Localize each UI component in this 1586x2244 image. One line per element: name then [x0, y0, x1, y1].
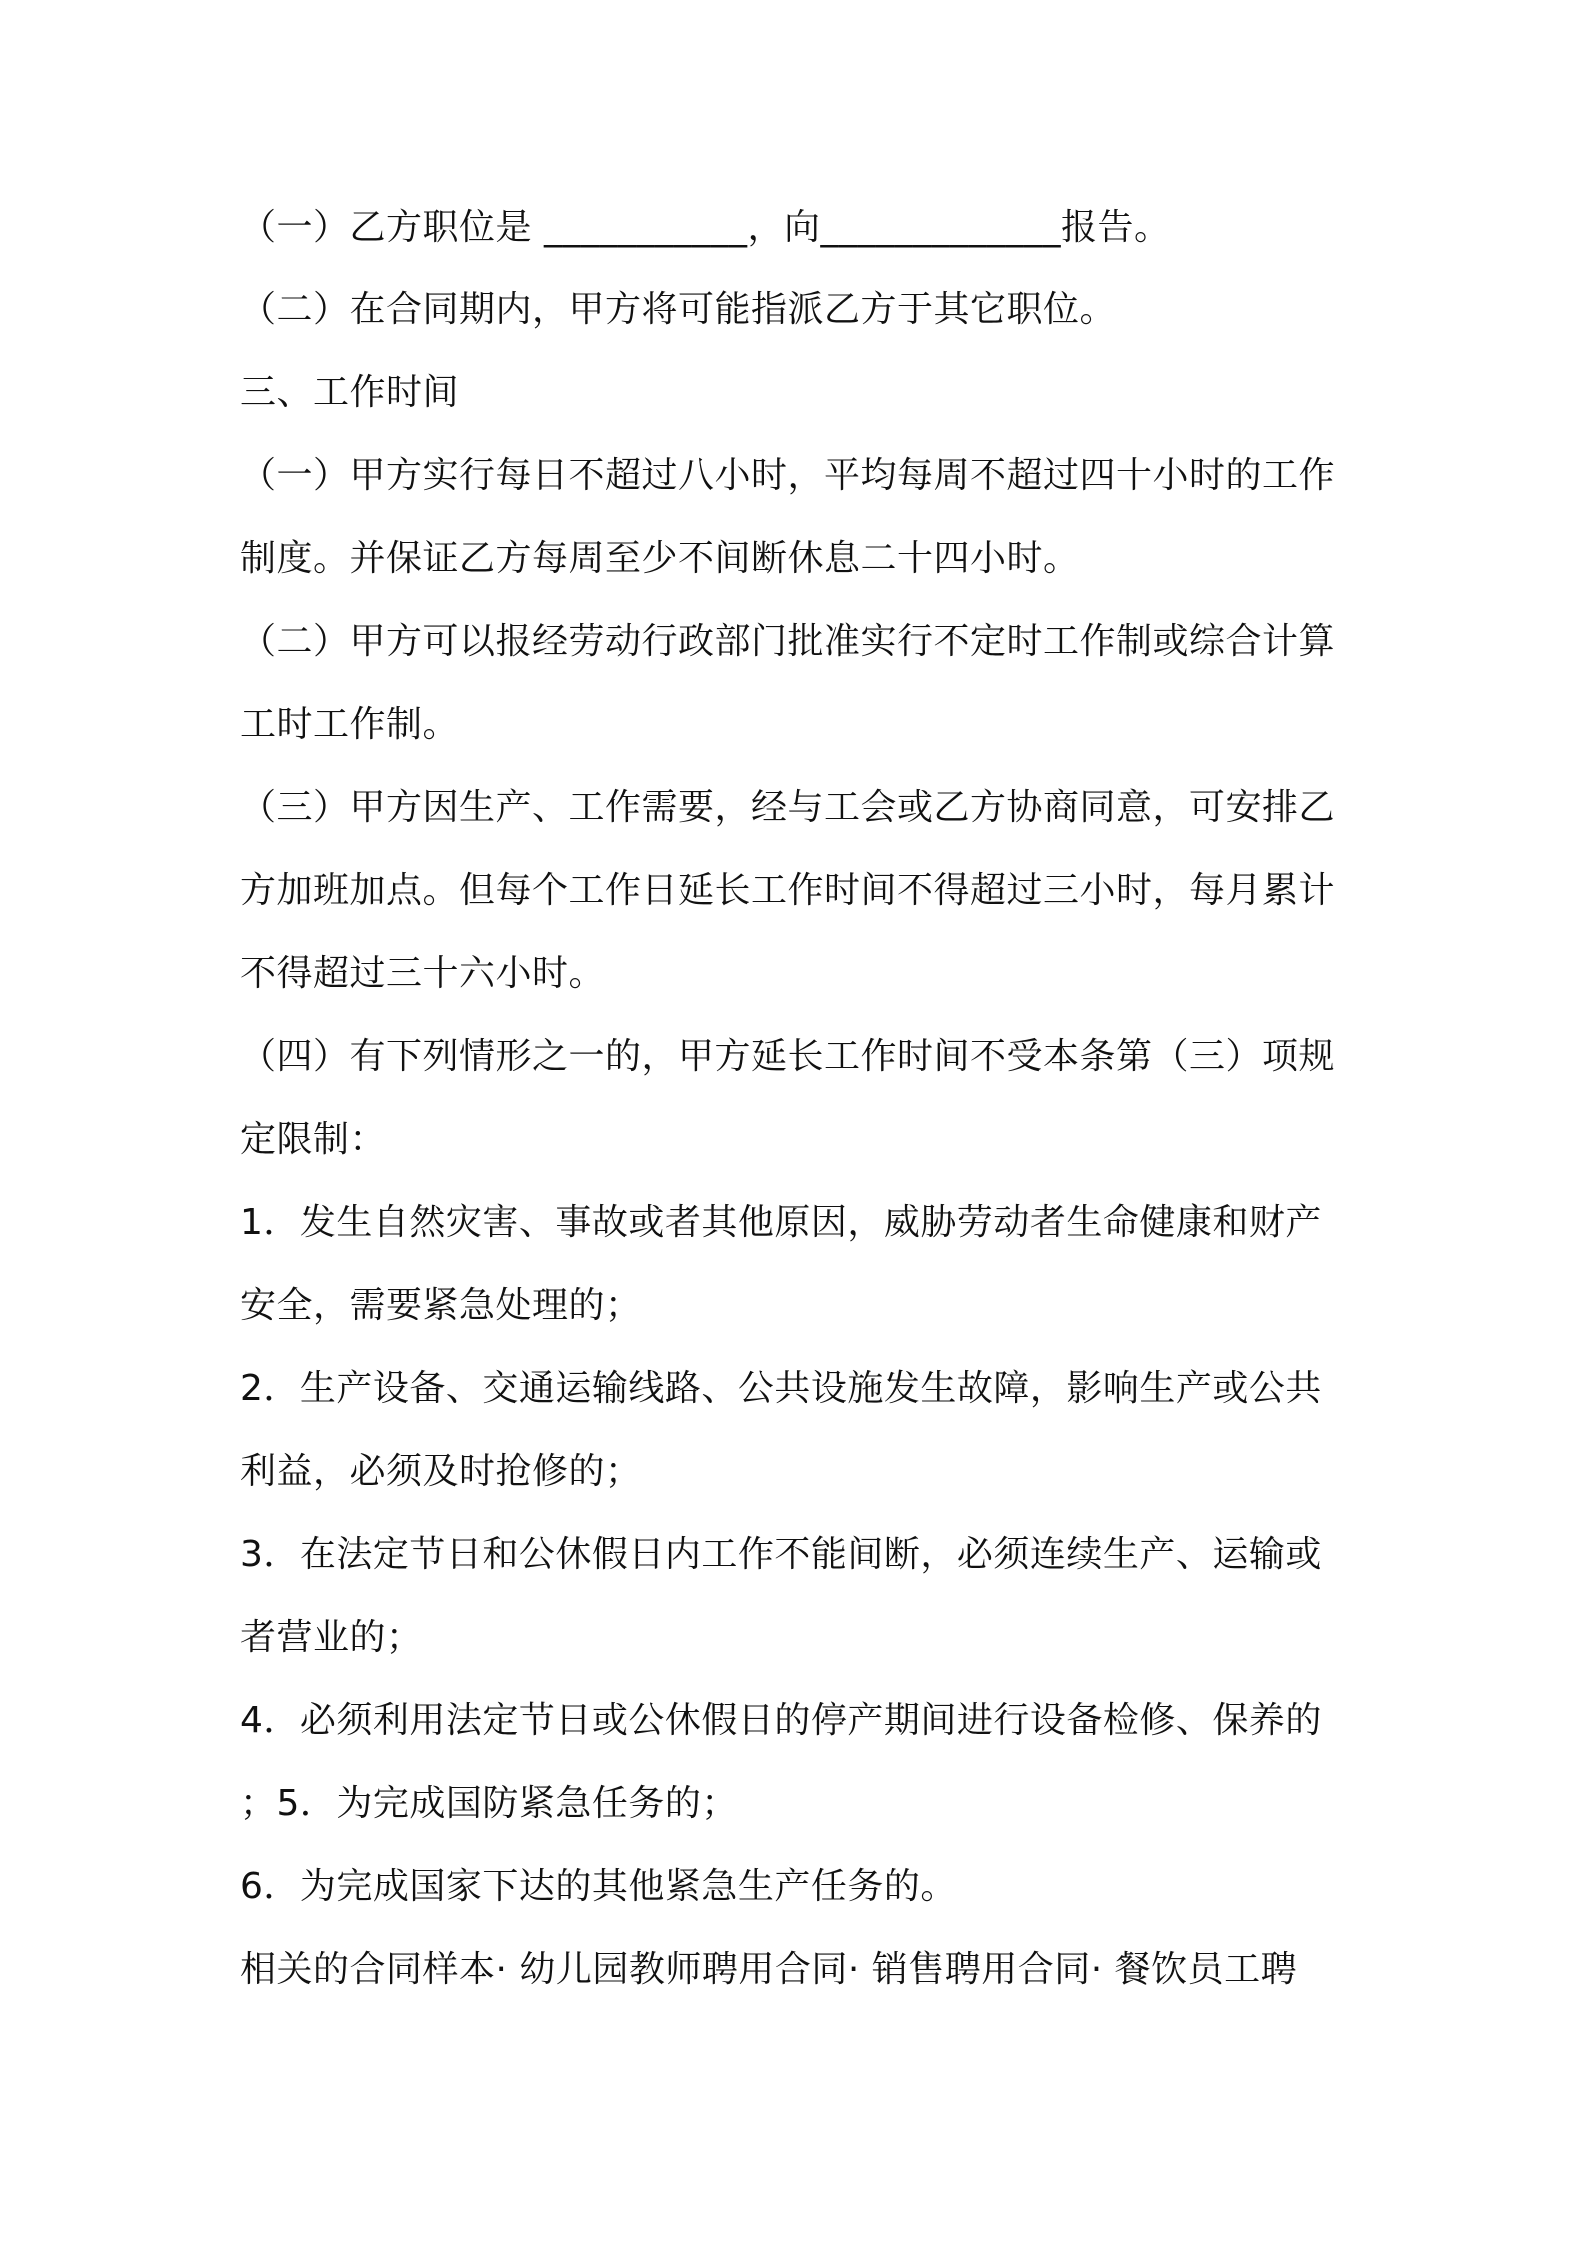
paragraph-line: 制度。并保证乙方每周至少不间断休息二十四小时。 — [240, 538, 1080, 579]
section-heading-work-hours: 三、工作时间 — [240, 372, 460, 413]
paragraph-line: 不得超过三十六小时。 — [240, 953, 606, 994]
list-item-line: 利益，必须及时抢修的； — [240, 1451, 642, 1492]
list-item-line: 安全，需要紧急处理的； — [240, 1285, 642, 1326]
list-item-line: 1．发生自然灾害、事故或者其他原因，威胁劳动者生命健康和财产 — [240, 1202, 1322, 1243]
paragraph-line: 定限制： — [240, 1119, 387, 1160]
paragraph-line: 工时工作制。 — [240, 704, 460, 745]
clause-reassignment-line: （二）在合同期内，甲方将可能指派乙方于其它职位。 — [240, 289, 1117, 330]
list-item-line: 者营业的； — [240, 1617, 423, 1658]
list-item-line: 4．必须利用法定节日或公休假日的停产期间进行设备检修、保养的 — [240, 1700, 1322, 1741]
paragraph-line: 方加班加点。但每个工作日延长工作时间不得超过三小时，每月累计 — [240, 870, 1336, 911]
paragraph-line: （一）甲方实行每日不超过八小时，平均每周不超过四十小时的工作 — [240, 455, 1336, 496]
list-item-line: 6．为完成国家下达的其他紧急生产任务的。 — [240, 1866, 957, 1907]
clause-position-line: （一）乙方职位是 ___________，向_____________报告。 — [240, 207, 1171, 248]
list-item-line: 3．在法定节日和公休假日内工作不能间断，必须连续生产、运输或 — [240, 1534, 1322, 1575]
related-templates-line: 相关的合同样本· 幼儿园教师聘用合同· 销售聘用合同· 餐饮员工聘 — [240, 1949, 1298, 1990]
paragraph-line: （二）甲方可以报经劳动行政部门批准实行不定时工作制或综合计算 — [240, 621, 1336, 662]
list-item-line: 2．生产设备、交通运输线路、公共设施发生故障，影响生产或公共 — [240, 1368, 1322, 1409]
paragraph-line: （三）甲方因生产、工作需要，经与工会或乙方协商同意，可安排乙 — [240, 787, 1336, 828]
list-item-line: ；5．为完成国防紧急任务的； — [240, 1783, 738, 1824]
paragraph-line: （四）有下列情形之一的，甲方延长工作时间不受本条第（三）项规 — [240, 1036, 1336, 1077]
